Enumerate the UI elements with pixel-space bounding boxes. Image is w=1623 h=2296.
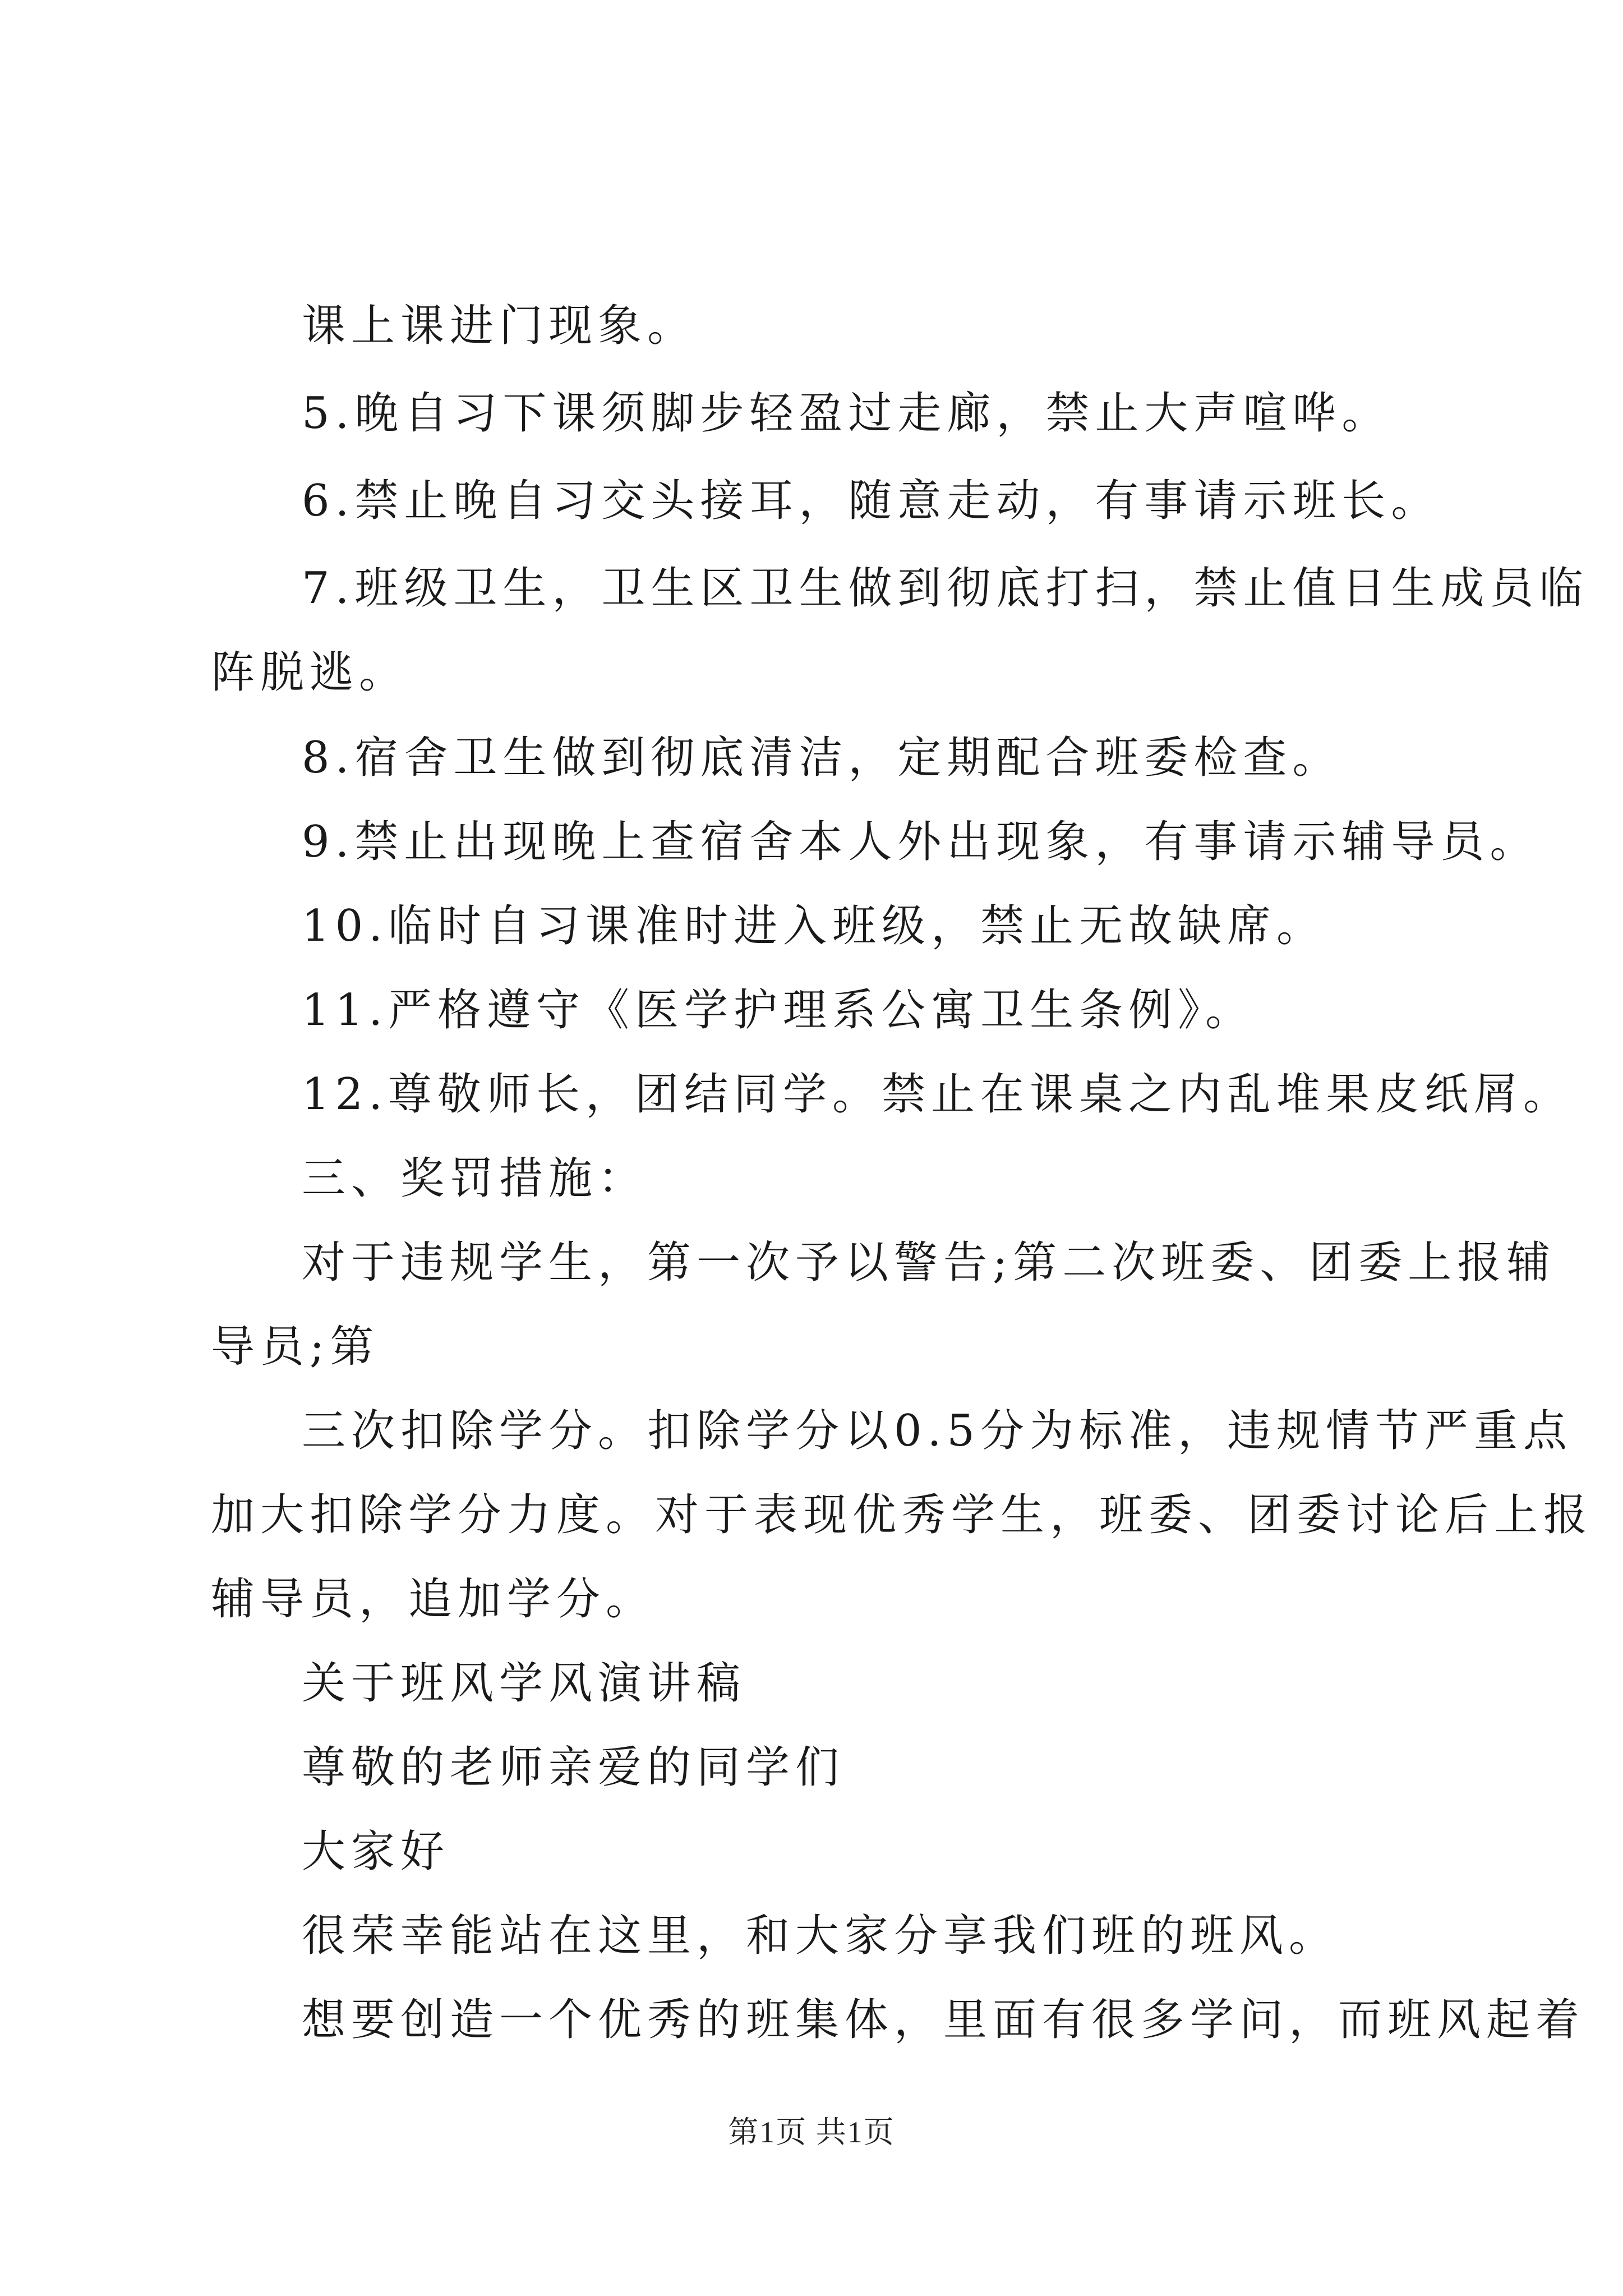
text-line: 课上课进门现象。 [302,301,697,351]
text-line: 想要创造一个优秀的班集体，里面有很多学问，而班风起着 [302,1995,1585,2045]
text-line: 加大扣除学分力度。对于表现优秀学生，班委、团委讨论后上报 [211,1490,1593,1540]
speech-title: 关于班风学风演讲稿 [302,1658,746,1709]
text-line: 三次扣除学分。扣除学分以0.5分为标准，违规情节严重点 [302,1406,1573,1456]
section-heading: 三、奖罚措施： [302,1153,648,1204]
text-line: 对于违规学生，第一次予以警告;第二次班委、团委上报辅 [302,1237,1556,1288]
text-line: 7.班级卫生，卫生区卫生做到彻底打扫，禁止值日生成员临 [302,563,1589,614]
page-number-footer: 第1页 共1页 [728,2115,895,2149]
greeting: 大家好 [302,1826,450,1877]
text-line: 11.严格遵守《医学护理系公寓卫生条例》。 [302,985,1255,1036]
text-line: 5.晚自习下课须脚步轻盈过走廊，禁止大声喧哗。 [302,388,1391,439]
text-line: 6.禁止晚自习交头接耳，随意走动，有事请示班长。 [302,476,1441,526]
text-line: 很荣幸能站在这里，和大家分享我们班的班风。 [302,1911,1339,1961]
text-line: 8.宿舍卫生做到彻底清洁，定期配合班委检查。 [302,733,1342,783]
text-line: 12.尊敬师长，团结同学。禁止在课桌之内乱堆果皮纸屑。 [302,1069,1573,1120]
salutation: 尊敬的老师亲爱的同学们 [302,1742,845,1793]
text-line: 辅导员，追加学分。 [211,1574,656,1625]
text-line: 导员;第 [211,1322,380,1372]
text-line: 9.禁止出现晚上查宿舍本人外出现象，有事请示辅导员。 [302,817,1539,867]
text-line: 阵脱逃。 [211,647,409,698]
text-line: 10.临时自习课准时进入班级，禁止无故缺席。 [302,901,1326,951]
